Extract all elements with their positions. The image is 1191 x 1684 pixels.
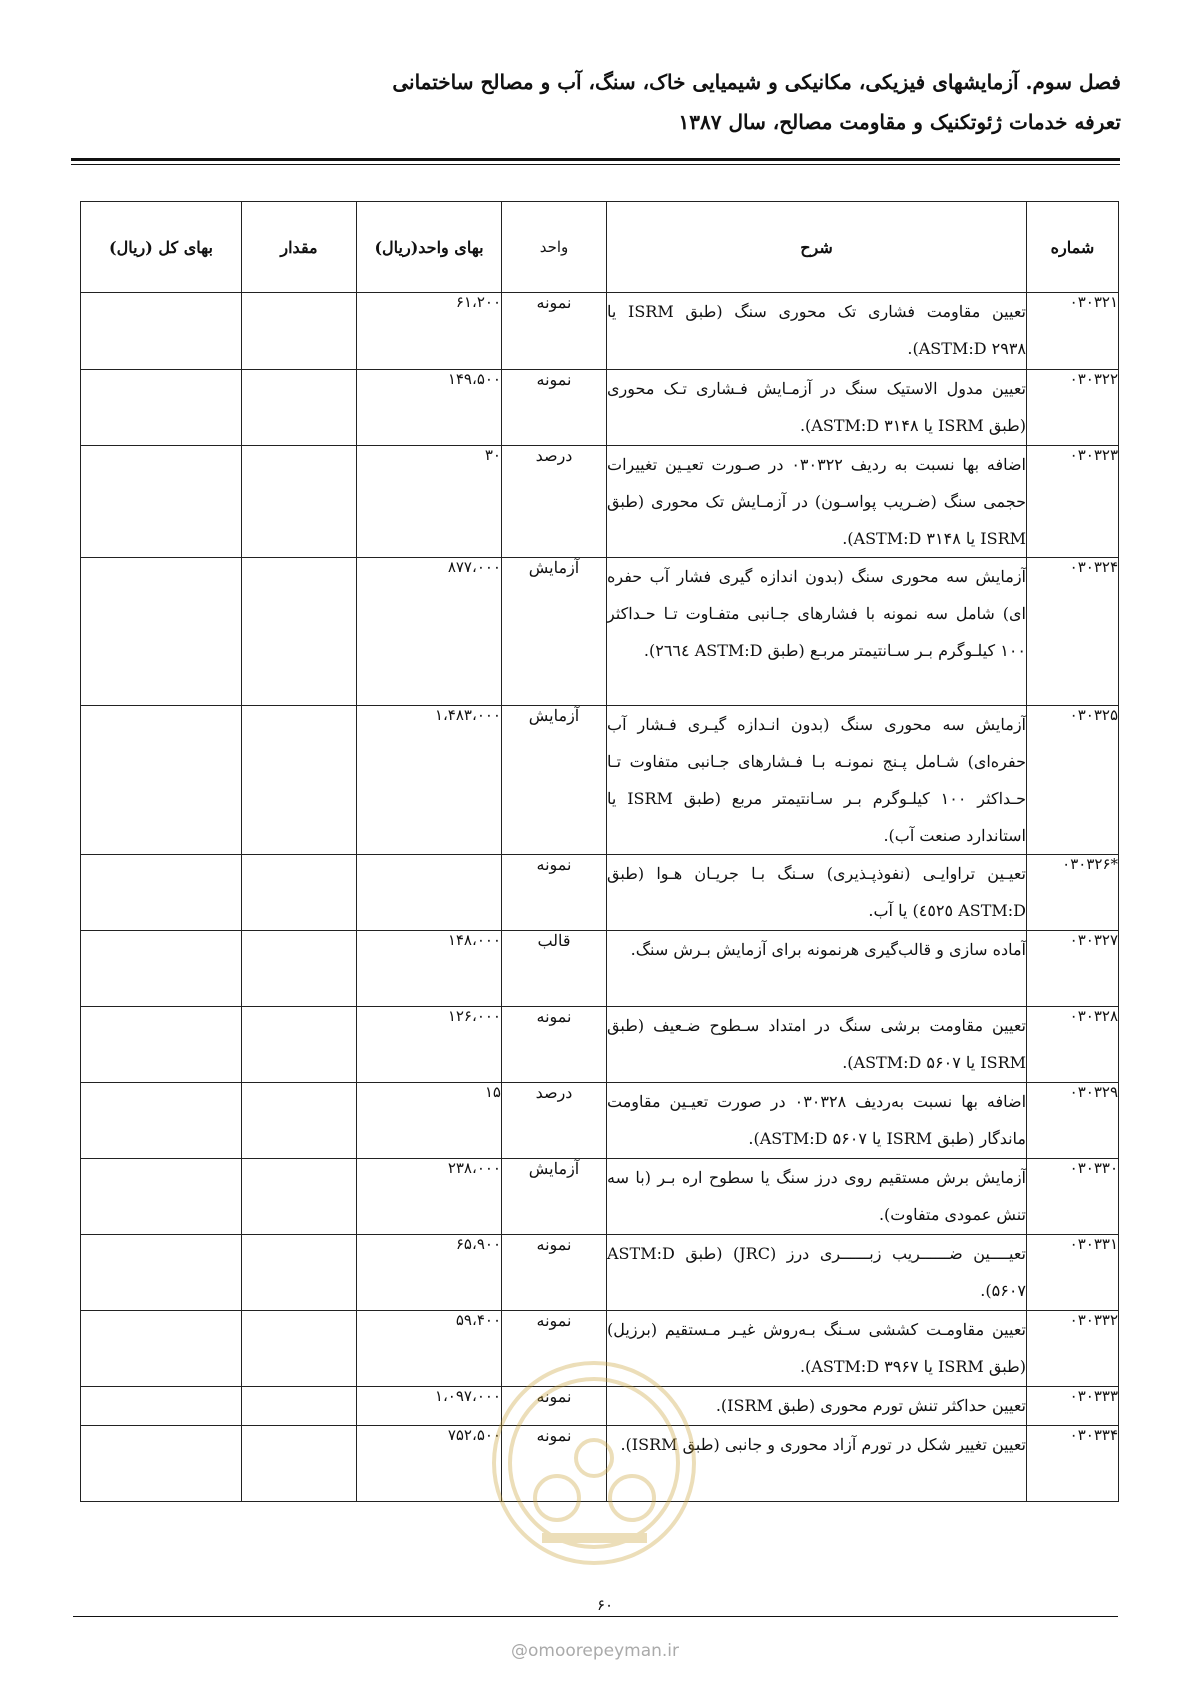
item-quantity [242,855,357,931]
item-description: تعیین مقاومت فشاری تک محوری سنگ (طبق ISRM یا ASTM:D ۲۹۳۸). [607,293,1027,370]
item-total-price [81,706,242,855]
website-link[interactable]: @omoorepeyman.ir [510,1641,680,1661]
table-row [81,855,1119,931]
item-unit-price [357,855,502,931]
item-quantity [242,1007,357,1083]
item-number: ۰۳۰۳۲۳ [1027,446,1119,558]
item-number: *۰۳۰۳۲۶ [1027,855,1119,931]
item-total-price [81,1007,242,1083]
item-unit: آزمایش [502,1159,607,1235]
item-number: ۰۳۰۳۳۱ [1027,1235,1119,1311]
item-unit-price: ۱،۰۹۷،۰۰۰ [357,1387,502,1426]
item-unit: درصد [502,446,607,558]
item-description: تعیین تغییر شکل در تورم آزاد محوری و جانبی (طبق ISRM). [607,1426,1027,1502]
item-unit-price: ۱۵ [357,1083,502,1159]
item-total-price [81,1083,242,1159]
item-unit: قالب [502,931,607,1007]
item-quantity [242,293,357,370]
item-quantity [242,1426,357,1502]
item-number: ۰۳۰۳۲۱ [1027,293,1119,370]
table-header-row [81,202,1119,293]
item-unit-price: ۲۳۸،۰۰۰ [357,1159,502,1235]
column-header-number: شماره [1027,202,1119,293]
item-description: آزمایش سه محوری سنگ (بدون انـدازه گیـری فـشار آب حفره‌ای) شـامل پـنج نمونـه بـا فـشارهای جـانبی متفاوت تـا حـداکثر ۱۰۰ کیلـوگرم بـر سـانتیمتر مربع (طبق ISRM یا استاندارد صنعت آب). [607,706,1027,855]
item-unit: آزمایش [502,558,607,706]
page-header [71,62,1121,142]
item-total-price [81,1426,242,1502]
table-row [81,1007,1119,1083]
item-description: تعیین حداکثر تنش تورم محوری (طبق ISRM). [607,1387,1027,1426]
item-unit-price: ۶۵،۹۰۰ [357,1235,502,1311]
item-description: اضافه بها نسبت به ردیف ۰۳۰۳۲۲ در صـورت تعیـین تغییرات حجمی سنگ (ضـریب پواسـون) در آزمـایش تک محوری (طبق ISRM یا ASTM:D ۳۱۴۸). [607,446,1027,558]
item-description: تعیین مدول الاستیک سنگ در آزمـایش فـشاری تـک محوری (طبق ISRM یا ASTM:D ۳۱۴۸). [607,370,1027,446]
item-total-price [81,446,242,558]
item-quantity [242,1387,357,1426]
item-quantity [242,1159,357,1235]
item-description: تعیــــین ضــــــریب زبــــــری درز (JRC) (طبق ASTM:D ۵۶۰۷). [607,1235,1027,1311]
item-quantity [242,1083,357,1159]
item-unit: نمونه [502,293,607,370]
column-header-description: شرح [607,202,1027,293]
table-row [81,1083,1119,1159]
item-unit: نمونه [502,370,607,446]
item-unit: نمونه [502,1387,607,1426]
item-unit-price: ۱۴۸،۰۰۰ [357,931,502,1007]
item-total-price [81,1159,242,1235]
table-row [81,931,1119,1007]
column-header-quantity: مقدار [242,202,357,293]
item-unit-price: ۶۱،۲۰۰ [357,293,502,370]
item-quantity [242,706,357,855]
item-unit-price: ۱۲۶،۰۰۰ [357,1007,502,1083]
item-number: ۰۳۰۳۲۲ [1027,370,1119,446]
item-unit: نمونه [502,1426,607,1502]
item-description: تعیین مقاومـت کششی سـنگ بـه‌روش غیـر مـستقیم (برزیل) (طبق ISRM یا ASTM:D ۳۹۶۷). [607,1311,1027,1387]
item-number: ۰۳۰۳۳۰ [1027,1159,1119,1235]
item-total-price [81,370,242,446]
item-unit-price: ۳۰ [357,446,502,558]
item-number: ۰۳۰۳۲۴ [1027,558,1119,706]
item-quantity [242,1311,357,1387]
item-unit: درصد [502,1083,607,1159]
column-header-total-price: بهای کل (ریال) [81,202,242,293]
item-unit: نمونه [502,1311,607,1387]
table-row [81,558,1119,706]
tariff-title: تعرفه خدمات ژئوتکنیک و مقاومت مصالح، سال ۱۳۸۷ [678,110,1121,134]
header-rule [71,158,1120,161]
item-unit: آزمایش [502,706,607,855]
item-total-price [81,1311,242,1387]
item-description: اضافه بها نسبت به‌ردیف ۰۳۰۳۲۸ در صورت تعیـین مقاومت ماندگار (طبق ISRM یا ASTM:D ۵۶۰۷). [607,1083,1027,1159]
column-header-unit-price: بهای واحد(ریال) [357,202,502,293]
item-unit-price: ۱۴۹،۵۰۰ [357,370,502,446]
item-total-price [81,931,242,1007]
column-header-unit: واحد [502,202,607,293]
item-unit: نمونه [502,855,607,931]
table-row [81,1387,1119,1426]
item-description: تعیین مقاومت برشی سنگ در امتداد سـطوح ضـعیف (طبق ISRM یا ASTM:D ۵۶۰۷). [607,1007,1027,1083]
table-row [81,370,1119,446]
table-row [81,1311,1119,1387]
item-total-price [81,293,242,370]
item-number: ۰۳۰۳۲۸ [1027,1007,1119,1083]
footer-rule [73,1616,1118,1617]
item-unit: نمونه [502,1007,607,1083]
item-quantity [242,370,357,446]
item-quantity [242,931,357,1007]
item-unit-price: ۱،۴۸۳،۰۰۰ [357,706,502,855]
item-number: ۰۳۰۳۳۴ [1027,1426,1119,1502]
table-row [81,1235,1119,1311]
item-number: ۰۳۰۳۲۹ [1027,1083,1119,1159]
item-number: ۰۳۰۳۲۷ [1027,931,1119,1007]
item-unit-price: ۸۷۷،۰۰۰ [357,558,502,706]
table-row [81,446,1119,558]
item-description: آماده سازی و قالب‌گیری هرنمونه برای آزمایش بـرش سنگ. [607,931,1027,1007]
header-rule-thin [71,164,1120,165]
item-total-price [81,855,242,931]
table-row [81,293,1119,370]
item-total-price [81,1387,242,1426]
item-quantity [242,558,357,706]
item-number: ۰۳۰۳۲۵ [1027,706,1119,855]
item-description: آزمایش سه محوری سنگ (بدون اندازه گیری فشار آب حفره ای) شامل سه نمونه با فشارهای جـانبی متفـاوت تـا حـداکثر ۱۰۰ کیلـوگرم بـر سـانتیمتر مربـع (طبق ASTM:D ٢٦٦٤). [607,558,1027,706]
table-row [81,1426,1119,1502]
item-unit: نمونه [502,1235,607,1311]
item-number: ۰۳۰۳۳۳ [1027,1387,1119,1426]
item-number: ۰۳۰۳۳۲ [1027,1311,1119,1387]
table-row [81,1159,1119,1235]
tariff-table [80,201,1119,1502]
item-description: آزمایش برش مستقیم روی درز سنگ یا سطوح اره بـر (با سه تنش عمودی متفاوت). [607,1159,1027,1235]
item-unit-price: ۷۵۲،۵۰۰ [357,1426,502,1502]
item-quantity [242,446,357,558]
item-description: تعیـین تراوایـی (نفوذپـذیری) سـنگ بـا جریـان هـوا (طبق ASTM:D ٤٥٢٥) یا آب. [607,855,1027,931]
item-total-price [81,1235,242,1311]
item-quantity [242,1235,357,1311]
table-row [81,706,1119,855]
item-total-price [81,558,242,706]
page-number: ۶۰ [596,1596,614,1614]
item-unit-price: ۵۹،۴۰۰ [357,1311,502,1387]
chapter-title: فصل سوم. آزمایشهای فیزیکی، مکانیکی و شیمیایی خاک، سنگ، آب و مصالح ساختمانی [392,70,1121,94]
